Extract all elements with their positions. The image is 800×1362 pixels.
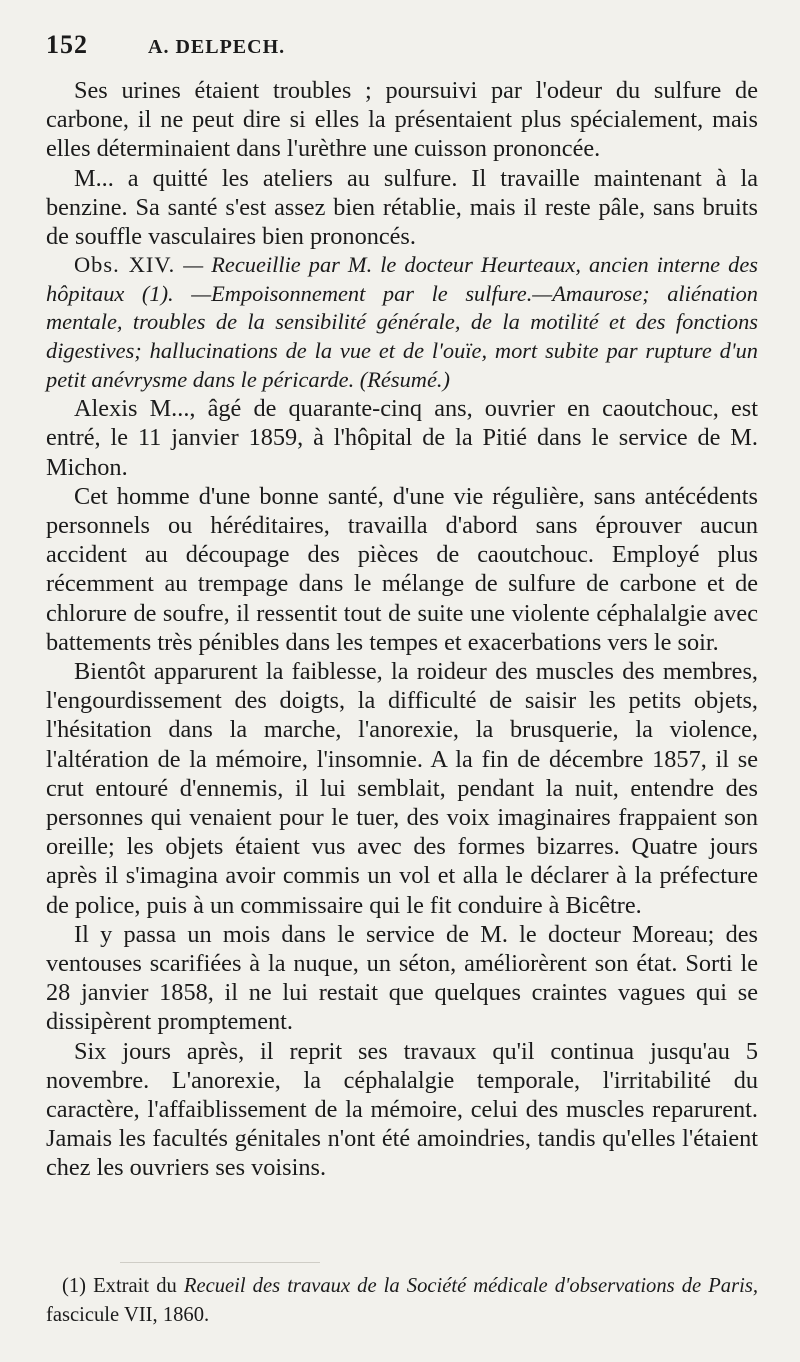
footnote-rest: fascicule VII, 1860. bbox=[46, 1304, 210, 1326]
observation-summary: — Recueillie par M. le docteur Heurteaux, ancien interne des hôpitaux (1). —Empoisonnement par le sulfure.—Amaurose; aliénation mentale, troubles de la sensibilité générale, de la motilité et des fonctions digestives; hallucinations de la vue et de l'ouïe, mort subite par rupture d'un petit anévrysme dans le péricarde. (Résumé.) bbox=[46, 252, 759, 392]
footnote-divider bbox=[120, 1262, 320, 1263]
page-header bbox=[46, 30, 758, 76]
footnote-marker: (1) Extrait du bbox=[62, 1275, 177, 1297]
paragraph: Il y passa un mois dans le service de M. le docteur Moreau; des ventouses scarifiées à la nuque, un séton, améliorèrent son état. Sorti le 28 janvier 1858, il ne lui restait que quelques craintes vagues qui se dissipèrent promptement. bbox=[46, 920, 758, 1036]
paragraph: M... a quitté les ateliers au sulfure. Il travaille maintenant à la benzine. Sa santé s'est assez bien rétablie, mais il reste pâle, sans bruits de souffle vasculaires bien prononcés. bbox=[46, 164, 758, 251]
footnote bbox=[46, 1272, 758, 1330]
running-head: A. DELPECH. bbox=[148, 36, 286, 58]
observation-heading bbox=[46, 251, 758, 394]
paragraph: Bientôt apparurent la faiblesse, la roideur des muscles des membres, l'engourdissement des doigts, la difficulté de saisir les petits objets, l'hésitation dans la marche, l'anorexie, la brusquerie, la violence, l'altération de la mémoire, l'insomnie. A la fin de décembre 1857, il se crut entouré d'ennemis, il lui semblait, pendant la nuit, entendre des personnes qui venaient pour le tuer, des voix imaginaires frappaient son oreille; les objets étaient vus avec des formes bizarres. Quatre jours après il s'imagina avoir commis un vol et alla le déclarer à la préfecture de police, puis à un commissaire qui le fit conduire à Bicêtre. bbox=[46, 658, 758, 919]
page-number: 152 bbox=[46, 30, 88, 59]
page-body bbox=[46, 76, 758, 1183]
paragraph: Alexis M..., âgé de quarante-cinq ans, ouvrier en caoutchouc, est entré, le 11 janvier 1859, à l'hôpital de la Pitié dans le service de M. Michon. bbox=[46, 395, 758, 481]
paragraph: Ses urines étaient troubles ; poursuivi par l'odeur du sulfure de carbone, il ne peut dire si elles la présentaient plus spécialement, mais elles déterminaient dans l'urèthre une cuisson prononcée. bbox=[46, 77, 758, 163]
paragraph: Cet homme d'une bonne santé, d'une vie régulière, sans antécédents personnels ou héréditaires, travailla d'abord sans éprouver aucun accident au découpage des pièces de caoutchouc. Employé plus récemment au trempage dans le mélange de sulfure de carbone et de chlorure de soufre, il ressentit tout de suite une violente céphalalgie avec battements très pénibles dans les tempes et exacerbations vers le soir. bbox=[46, 482, 758, 656]
observation-title: Obs. XIV. bbox=[74, 252, 176, 278]
footnote-source: Recueil des travaux de la Société médicale d'observations de Paris, bbox=[183, 1275, 758, 1297]
paragraph: Six jours après, il reprit ses travaux qu'il continua jusqu'au 5 novembre. L'anorexie, la céphalalgie temporale, l'irritabilité du caractère, l'affaiblissement de la mémoire, celui des muscles reparurent. Jamais les facultés génitales n'ont été amoindries, tandis qu'elles l'étaient chez les ouvriers ses voisins. bbox=[46, 1037, 758, 1182]
